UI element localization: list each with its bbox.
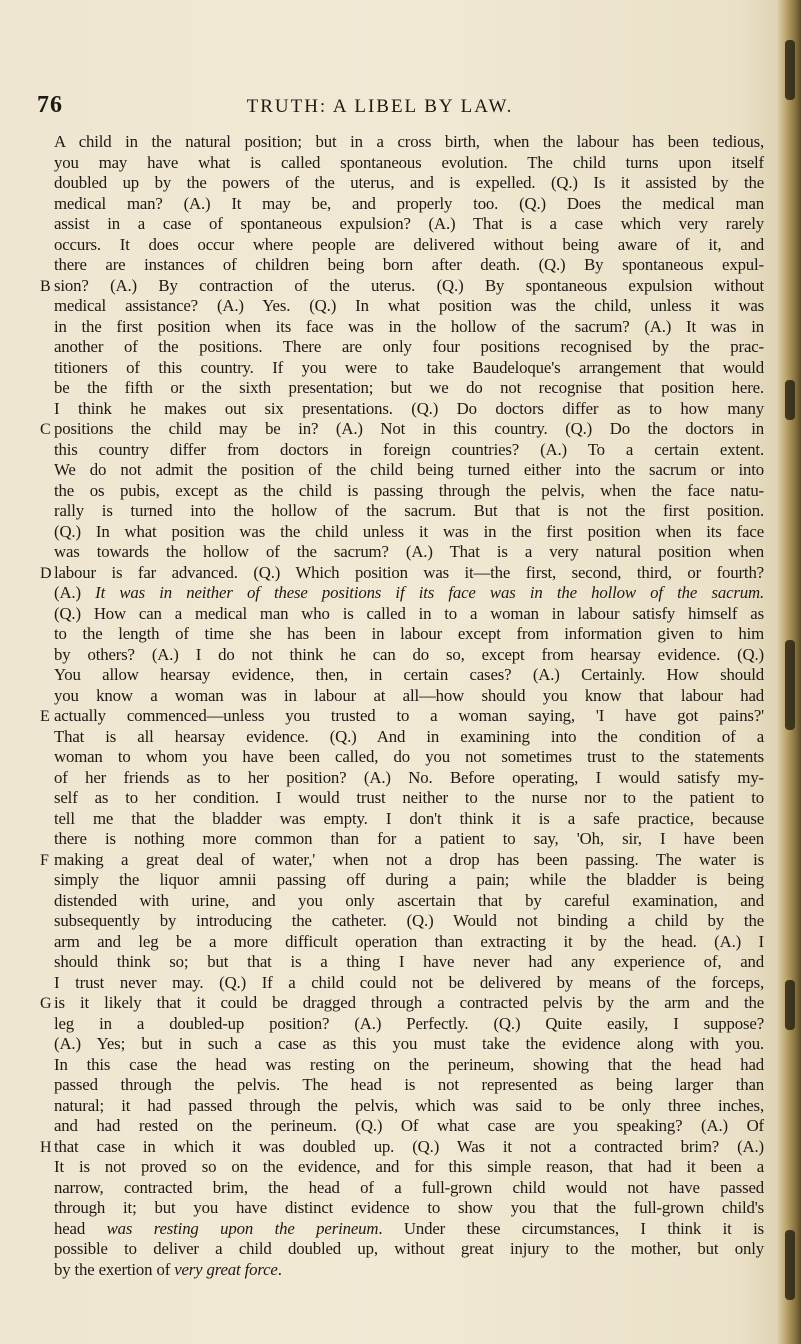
line-text: A child in the natural position; but in a cross birth, when the labour has been tedious, (54, 132, 764, 151)
line-text: leg in a doubled-up position? (A.) Perfectly. (Q.) Quite easily, I suppose? (54, 1013, 764, 1033)
line-text: there is nothing more common than for a patient to say, 'Oh, sir, I have been (54, 829, 764, 848)
line-text: (Q.) How can a medical man who is called in to a woman in labour satisfy himself as (54, 603, 764, 623)
text-line (54, 604, 764, 625)
line-text: you know a woman was in labour at all—how should you know that labour had (54, 685, 764, 705)
page-number: 76 (37, 92, 63, 118)
text-line (54, 501, 764, 522)
line-text: In this case the head was resting on the perineum, showing that the head had (54, 1054, 764, 1074)
margin-letter: F (40, 851, 49, 869)
edge-stain (785, 40, 795, 100)
text-line (54, 973, 764, 994)
line-text-tail: . (277, 1259, 282, 1279)
text-line (54, 481, 764, 502)
line-text: the os pubis, except as the child is passing through the pelvis, when the face natu- (54, 480, 764, 500)
text-line (54, 891, 764, 912)
line-italic-text: was resting upon the perineum (106, 1218, 379, 1238)
line-text: doubled up by the powers of the uterus, and is expelled. (Q.) Is it assisted by the (54, 173, 764, 192)
line-text: tell me that the bladder was empty. I don't think it is a safe practice, because (54, 808, 764, 828)
text-line (54, 1157, 764, 1178)
line-text: subsequently by introducing the catheter. (Q.) Would not binding a child by the (54, 911, 764, 930)
edge-stain (785, 380, 795, 420)
text-line (54, 522, 764, 543)
line-text: (Q.) In what position was the child unless it was in the first position when its face (54, 521, 764, 541)
line-text: titioners of this country. If you were to take Baudeloque's arrangement that would (54, 357, 764, 377)
line-text: medical man? (A.) It may be, and properly too. (Q.) Does the medical man (54, 193, 764, 213)
line-text: to the length of time she has been in labour except from information given to him (54, 624, 764, 643)
line-text: I think he makes out six presentations. (Q.) Do doctors differ as to how many (54, 398, 764, 418)
text-line (54, 829, 764, 850)
text-line (54, 542, 764, 563)
line-italic-text: It was in neither of these positions if its face was in the hollow of the sacrum. (95, 583, 765, 602)
page-edge-shadow (777, 0, 801, 1344)
line-text: possible to deliver a child doubled up, without great injury to the mother, but only (54, 1239, 764, 1258)
text-line (54, 1014, 764, 1035)
margin-letter: B (40, 277, 51, 295)
line-text: woman to whom you have been called, do you not sometimes trust to the statements (54, 747, 764, 766)
line-text-tail: . Under these circumstances, I think it is (378, 1218, 765, 1238)
line-text: should think so; but that is a thing I have never had any experience of, and (54, 952, 764, 971)
text-line (54, 1260, 764, 1281)
line-text: in the first position when its face was in the hollow of the sacrum? (A.) It was in (54, 316, 764, 336)
margin-letter: C (40, 421, 51, 438)
text-line (54, 1239, 764, 1260)
text-line (54, 235, 764, 256)
line-text: self as to her condition. I would trust neither to the nurse nor to the patient to (54, 788, 764, 807)
line-text: natural; it had passed through the pelvis, which was said to be only three inches, (54, 1095, 764, 1115)
line-text: sion? (A.) By contraction of the uterus. (Q.) By spontaneous expulsion without (54, 275, 764, 295)
text-line (54, 1055, 764, 1076)
margin-letter: E (40, 708, 50, 725)
line-text: through it; but you have distinct evidence to show you that the full-grown child's (54, 1198, 764, 1217)
line-text: there are instances of children being born after death. (Q.) By spontaneous expul- (54, 255, 764, 274)
text-line (54, 1096, 764, 1117)
line-text: this country differ from doctors in foreign countries? (A.) To a certain extent. (54, 439, 764, 459)
text-line (54, 932, 764, 953)
text-line (40, 276, 764, 297)
text-line (54, 768, 764, 789)
text-line (54, 460, 764, 481)
text-line (54, 317, 764, 338)
line-text: is it likely that it could be dragged through a contracted pelvis by the arm and the (54, 993, 764, 1012)
body-text (40, 132, 765, 1280)
text-line (54, 132, 764, 153)
line-text: of her friends as to her position? (A.) No. Before operating, I would satisfy my- (54, 767, 764, 787)
line-text: passed through the pelvis. The head is not represented as being larger than (54, 1075, 764, 1094)
text-line (54, 296, 764, 317)
line-text: positions the child may be in? (A.) Not in this country. (Q.) Do the doctors in (54, 419, 764, 438)
line-text: was towards the hollow of the sacrum? (A.) That is a very natural position when (54, 542, 764, 561)
line-text: We do not admit the position of the child being turned either into the sacrum or into (54, 460, 764, 479)
line-text: another of the positions. There are only four positions recognised by the prac- (54, 337, 764, 356)
text-line (54, 1116, 764, 1137)
edge-stain (785, 980, 795, 1030)
text-line (54, 1178, 764, 1199)
text-line (54, 952, 764, 973)
text-line (54, 153, 764, 174)
line-text: assist in a case of spontaneous expulsion? (A.) That is a case which very rarely (54, 214, 764, 233)
line-text: I trust never may. (Q.) If a child could not be delivered by means of the forceps, (54, 972, 764, 992)
text-line (54, 337, 764, 358)
text-line (54, 665, 764, 686)
line-text: occurs. It does occur where people are delivered without being aware of it, and (54, 234, 764, 254)
line-text: You allow hearsay evidence, then, in certain cases? (A.) Certainly. How should (54, 665, 764, 684)
line-text: (A.) (54, 583, 96, 602)
line-text: be the fifth or the sixth presentation; but we do not recognise that position here. (54, 378, 764, 397)
text-line (54, 1034, 764, 1055)
text-line (54, 911, 764, 932)
running-head: TRUTH: A LIBEL BY LAW. (246, 96, 514, 117)
line-italic-text: very great force (174, 1259, 278, 1279)
text-line (54, 583, 764, 604)
text-line (54, 1219, 764, 1240)
text-line (54, 870, 764, 891)
text-line (54, 1198, 764, 1219)
text-line (54, 747, 764, 768)
text-line (54, 727, 764, 748)
text-line (54, 358, 764, 379)
text-line (40, 993, 764, 1014)
line-text: and had rested on the perineum. (Q.) Of what case are you speaking? (A.) Of (54, 1116, 764, 1135)
text-line (54, 624, 764, 645)
text-line (54, 686, 764, 707)
text-line (54, 788, 764, 809)
margin-letter: H (40, 1138, 52, 1156)
line-text: It is not proved so on the evidence, and for this simple reason, that had it been a (54, 1157, 764, 1176)
line-text: labour is far advanced. (Q.) Which position was it—the first, second, third, or fourth? (54, 562, 764, 582)
margin-letter: G (40, 995, 52, 1012)
line-text: arm and leg be a more difficult operation than extracting it by the head. (A.) I (54, 931, 764, 951)
line-text: medical assistance? (A.) Yes. (Q.) In what position was the child, unless it was (54, 296, 764, 315)
text-line (54, 440, 764, 461)
margin-letter: D (40, 564, 52, 582)
text-line (54, 1075, 764, 1096)
line-text: simply the liquor amnii passing off during a pain; while the bladder is being (54, 870, 764, 889)
line-text: that case in which it was doubled up. (Q.) Was it not a contracted brim? (A.) (54, 1136, 764, 1156)
line-text: actually commenced—unless you trusted to a woman saying, 'I have got pains?' (54, 706, 764, 725)
text-line (54, 809, 764, 830)
text-line (40, 706, 764, 727)
line-text: That is all hearsay evidence. (Q.) And in examining into the condition of a (54, 726, 764, 746)
text-line (54, 399, 764, 420)
text-line (54, 255, 764, 276)
text-line (54, 645, 764, 666)
line-text: rally is turned into the hollow of the sacrum. But that is not the first position. (54, 501, 764, 520)
line-text: by the exertion of (54, 1259, 175, 1279)
text-line (54, 194, 764, 215)
text-line (40, 850, 764, 871)
text-line (40, 1137, 764, 1158)
line-text: head (54, 1218, 107, 1238)
line-text: (A.) Yes; but in such a case as this you must take the evidence along with you. (54, 1034, 764, 1053)
line-text: by others? (A.) I do not think he can do so, except from hearsay evidence. (Q.) (54, 644, 764, 664)
edge-stain (785, 1230, 795, 1300)
line-text: distended with urine, and you only ascertain that by careful examination, and (54, 890, 764, 910)
text-line (40, 563, 764, 584)
line-text: narrow, contracted brim, the head of a full-grown child would not have passed (54, 1177, 764, 1197)
text-line (54, 378, 764, 399)
line-text: you may have what is called spontaneous evolution. The child turns upon itself (54, 152, 764, 172)
text-line (54, 173, 764, 194)
line-text: making a great deal of water,' when not a drop has been passing. The water is (54, 849, 764, 869)
text-line (54, 214, 764, 235)
edge-stain (785, 640, 795, 730)
text-line (40, 419, 764, 440)
